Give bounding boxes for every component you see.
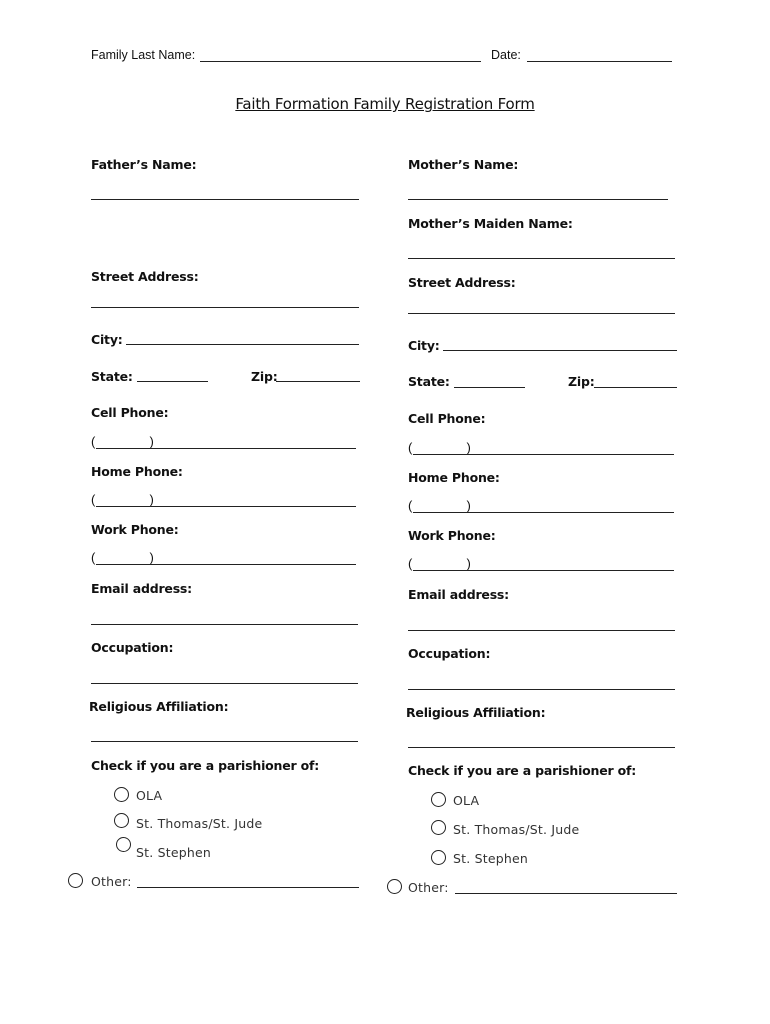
mother-work-field[interactable] <box>413 570 674 571</box>
father-street-field[interactable] <box>91 307 359 308</box>
mother-street-label: Street Address: <box>408 275 516 290</box>
mother-parish-st-stephen-radio[interactable] <box>431 850 446 865</box>
father-occupation-label: Occupation: <box>91 640 174 655</box>
mother-parish-other-field[interactable] <box>455 893 677 894</box>
mother-street-field[interactable] <box>408 313 675 314</box>
mother-occupation-label: Occupation: <box>408 646 491 661</box>
mother-home-label: Home Phone: <box>408 470 500 485</box>
father-parish-st-stephen-radio[interactable] <box>116 837 131 852</box>
mother-state-label: State: <box>408 374 450 389</box>
mother-parish-ola-label: OLA <box>453 793 480 808</box>
father-parish-other-field[interactable] <box>137 887 359 888</box>
family-last-name-field[interactable] <box>200 61 481 62</box>
father-zip-field[interactable] <box>276 381 360 382</box>
mother-parish-ola-radio[interactable] <box>431 792 446 807</box>
father-cell-label: Cell Phone: <box>91 405 169 420</box>
mother-parish-other-label: Other: <box>408 880 449 895</box>
father-work-paren: ( ) <box>91 550 154 565</box>
date-label: Date: <box>491 48 521 62</box>
father-parish-other-label: Other: <box>91 874 132 889</box>
mother-work-label: Work Phone: <box>408 528 496 543</box>
father-zip-label: Zip: <box>251 369 278 384</box>
father-parish-st-thomas-radio[interactable] <box>114 813 129 828</box>
mother-parish-st-stephen-label: St. Stephen <box>453 851 528 866</box>
mother-name-field[interactable] <box>408 199 668 200</box>
mother-parish-other-radio[interactable] <box>387 879 402 894</box>
father-home-field[interactable] <box>96 506 356 507</box>
father-home-paren: ( ) <box>91 492 154 507</box>
mother-religion-field[interactable] <box>408 747 675 748</box>
family-last-name-label: Family Last Name: <box>91 48 196 62</box>
father-cell-field[interactable] <box>96 448 356 449</box>
mother-religion-label: Religious Affiliation: <box>406 705 546 720</box>
date-field[interactable] <box>527 61 672 62</box>
mother-zip-field[interactable] <box>594 387 677 388</box>
father-work-field[interactable] <box>96 564 356 565</box>
mother-state-field[interactable] <box>454 387 525 388</box>
father-name-label: Father’s Name: <box>91 157 197 172</box>
mother-city-field[interactable] <box>443 350 677 351</box>
mother-cell-paren: ( ) <box>408 440 471 455</box>
father-cell-paren: ( ) <box>91 434 154 449</box>
father-parish-st-thomas-label: St. Thomas/St. Jude <box>136 816 263 831</box>
father-parish-ola-label: OLA <box>136 788 163 803</box>
mother-home-field[interactable] <box>413 512 674 513</box>
mother-cell-label: Cell Phone: <box>408 411 486 426</box>
father-city-field[interactable] <box>126 344 359 345</box>
father-state-label: State: <box>91 369 133 384</box>
mother-parish-st-thomas-radio[interactable] <box>431 820 446 835</box>
mother-home-paren: ( ) <box>408 498 471 513</box>
mother-parish-label: Check if you are a parishioner of: <box>408 763 637 778</box>
father-parish-label: Check if you are a parishioner of: <box>91 758 320 773</box>
father-work-label: Work Phone: <box>91 522 179 537</box>
father-email-label: Email address: <box>91 581 192 596</box>
mother-maiden-field[interactable] <box>408 258 675 259</box>
father-religion-field[interactable] <box>91 741 358 742</box>
mother-zip-label: Zip: <box>568 374 595 389</box>
father-state-field[interactable] <box>137 381 208 382</box>
mother-cell-field[interactable] <box>413 454 674 455</box>
father-street-label: Street Address: <box>91 269 199 284</box>
father-parish-st-stephen-label: St. Stephen <box>136 845 211 860</box>
mother-occupation-field[interactable] <box>408 689 675 690</box>
father-occupation-field[interactable] <box>91 683 358 684</box>
father-religion-label: Religious Affiliation: <box>89 699 229 714</box>
mother-name-label: Mother’s Name: <box>408 157 519 172</box>
page-title: Faith Formation Family Registration Form <box>235 95 535 113</box>
father-email-field[interactable] <box>91 624 358 625</box>
father-city-label: City: <box>91 332 123 347</box>
mother-email-field[interactable] <box>408 630 675 631</box>
mother-maiden-label: Mother’s Maiden Name: <box>408 216 573 231</box>
mother-parish-st-thomas-label: St. Thomas/St. Jude <box>453 822 580 837</box>
father-name-field[interactable] <box>91 199 359 200</box>
mother-email-label: Email address: <box>408 587 509 602</box>
father-parish-other-radio[interactable] <box>68 873 83 888</box>
mother-city-label: City: <box>408 338 440 353</box>
father-parish-ola-radio[interactable] <box>114 787 129 802</box>
father-home-label: Home Phone: <box>91 464 183 479</box>
mother-work-paren: ( ) <box>408 556 471 571</box>
